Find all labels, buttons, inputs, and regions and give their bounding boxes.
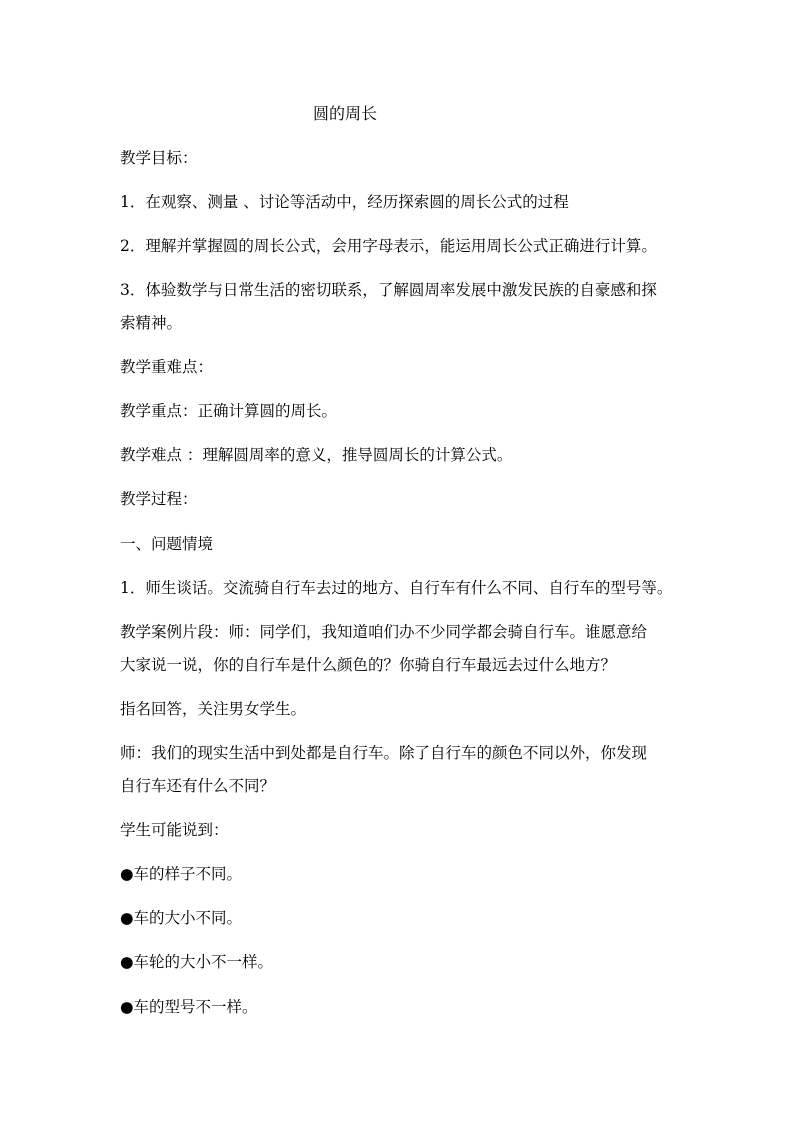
teacher-question-line-1: 师：我们的现实生活中到处都是自行车。除了自行车的颜色不同以外，你发现 (120, 744, 648, 762)
objective-3-line-1: 3．体验数学与日常生活的密切联系，了解圆周率发展中激发民族的自豪感和探 (120, 281, 657, 299)
bullet-item: ●车的样子不同。 (120, 865, 243, 883)
difficult-point: 教学难点 ：理解圆周率的意义，推导圆周长的计算公式。 (120, 446, 513, 464)
case-fragment-line-1: 教学案例片段：师：同学们，我知道咱们办不少同学都会骑自行车。谁愿意给 (120, 623, 648, 641)
objective-2: 2．理解并掌握圆的周长公式，会用字母表示，能运用周长公式正确进行计算。 (120, 237, 657, 255)
case-fragment-line-2: 大家说一说，你的自行车是什么颜色的？你骑自行车最远去过什么地方？ (120, 656, 617, 674)
section-heading-objectives: 教学目标： (120, 149, 198, 167)
paragraph-call-on-students: 指名回答，关注男女学生。 (120, 700, 307, 718)
process-step-1: 1．师生谈话。交流骑自行车去过的地方、自行车有什么不同、自行车的型号等。 (120, 579, 673, 597)
key-point: 教学重点：正确计算圆的周长。 (120, 402, 338, 420)
bullet-item: ●车的型号不一样。 (120, 998, 258, 1016)
teacher-question-line-2: 自行车还有什么不同？ (120, 777, 276, 795)
student-answers-heading: 学生可能说到： (120, 821, 229, 839)
subsection-problem-situation: 一、问题情境 (120, 535, 214, 553)
bullet-item: ●车轮的大小不一样。 (120, 953, 274, 971)
page-title: 圆的周长 (313, 104, 378, 123)
section-heading-key-points: 教学重难点： (120, 358, 214, 376)
objective-3-line-2: 索精神。 (120, 314, 183, 332)
objective-1: 1．在观察、测量 、讨论等活动中，经历探索圆的周长公式的过程 (120, 193, 569, 211)
section-heading-process: 教学过程： (120, 490, 198, 508)
bullet-item: ●车的大小不同。 (120, 909, 243, 927)
